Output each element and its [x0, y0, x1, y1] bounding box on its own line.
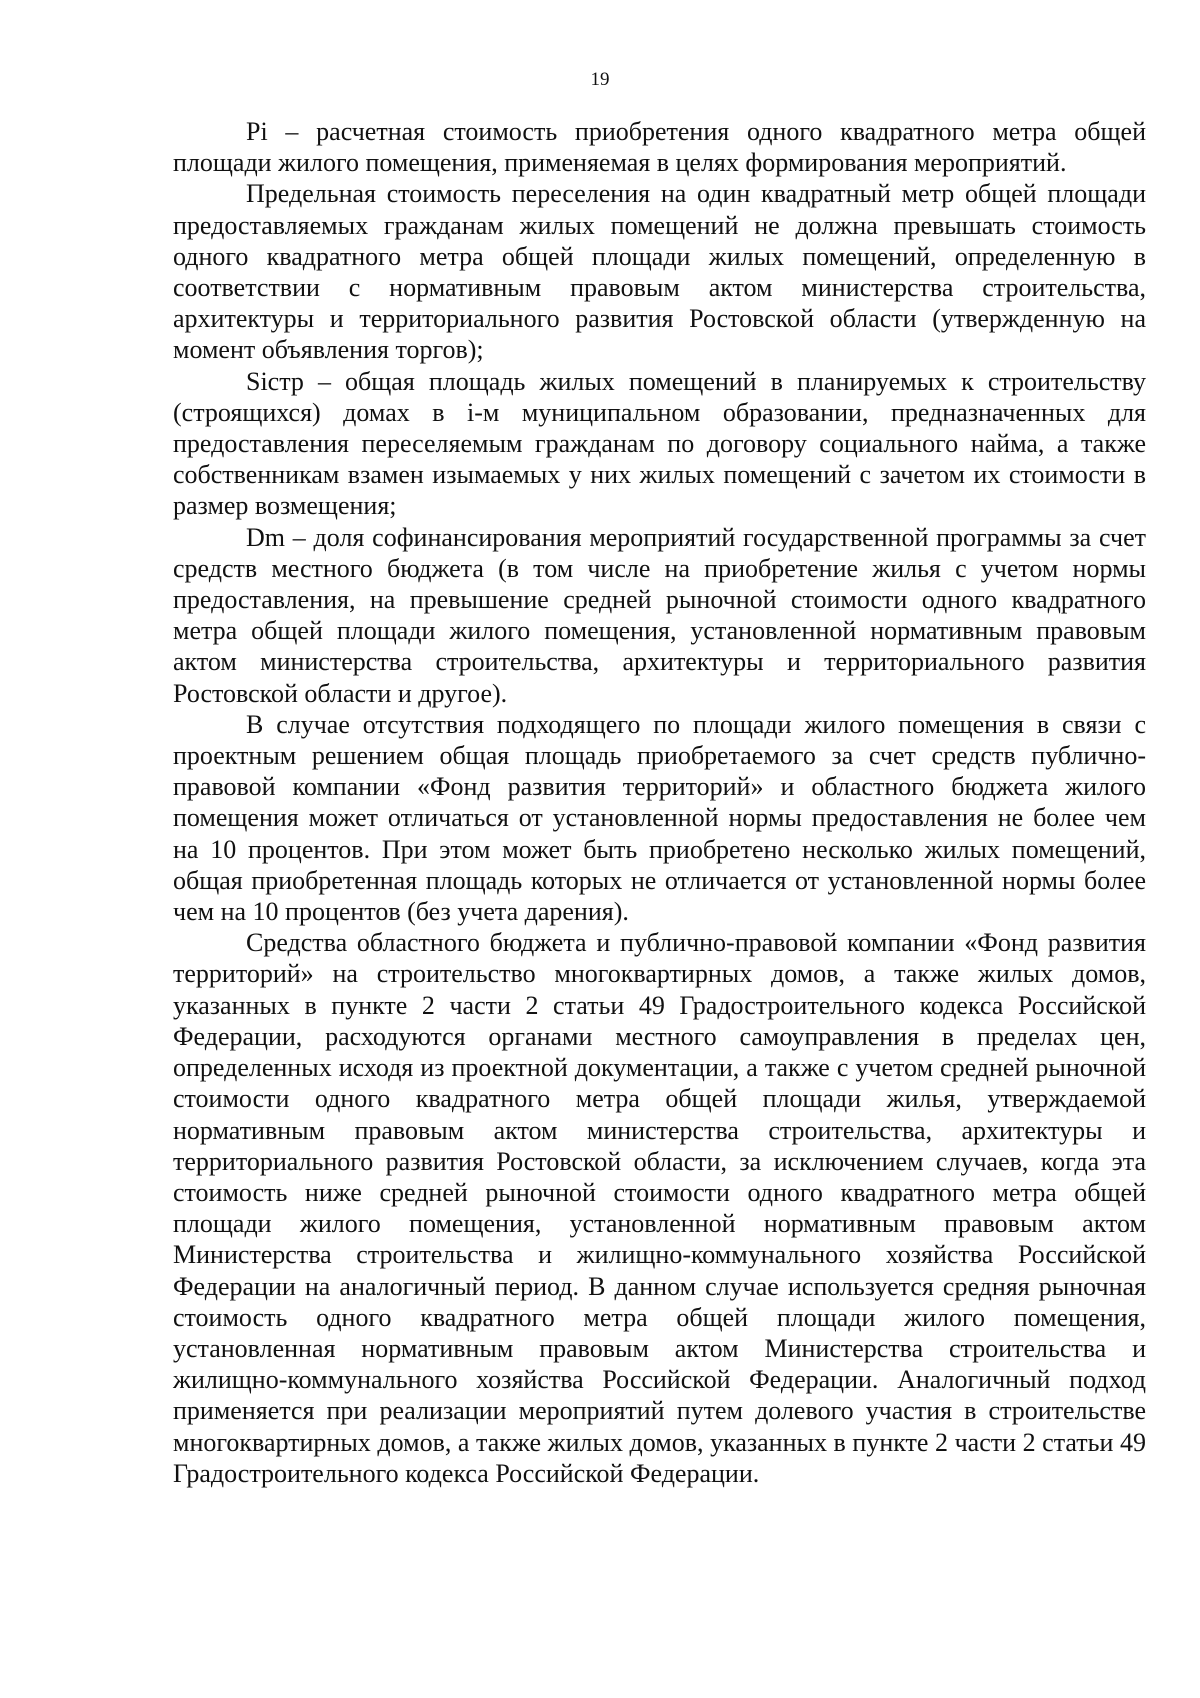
- page-number: 19: [590, 69, 610, 90]
- paragraph-pi-definition: Pi – расчетная стоимость приобретения одного квадратного метра общей площади жилого помещения, применяемая в целях формирования мероприятий.: [173, 117, 1146, 178]
- paragraph-dm-definition: Dm – доля софинансирования мероприятий государственной программы за счет средств местного бюджета (в том числе на приобретение жилья с учетом нормы предоставления, на превышение средней рыночной стоимости одного квадратного метра общей площади жилого помещения, установленной нормативным правовым актом министерства строительства, архитектуры и территориального развития Ростовской области и другое).: [173, 522, 1146, 708]
- document-body: [173, 116, 1146, 1489]
- paragraph-budget-funds: Средства областного бюджета и публично-правовой компании «Фонд развития территорий» на строительство многоквартирных домов, а также жилых домов, указанных в пункте 2 части 2 статьи 49 Градостроительного кодекса Российской Федерации, расходуются органами местного самоуправления в пределах цен, определенных исходя из проектной документации, а также с учетом средней рыночной стоимости одного квадратного метра общей площади жилья, утверждаемой нормативным правовым актом министерства строительства, архитектуры и территориального развития Ростовской области, за исключением случаев, когда эта стоимость ниже средней рыночной стоимости одного квадратного метра общей площади жилого помещения, установленной нормативным правовым актом Министерства строительства и жилищно-коммунального хозяйства Российской Федерации на аналогичный период. В данном случае используется средняя рыночная стоимость одного квадратного метра общей площади жилого помещения, установленная нормативным правовым актом Министерства строительства и жилищно-коммунального хозяйства Российской Федерации. Аналогичный подход применяется при реализации мероприятий путем долевого участия в строительстве многоквартирных домов, а также жилых домов, указанных в пункте 2 части 2 статьи 49 Градостроительного кодекса Российской Федерации.: [173, 928, 1146, 1488]
- paragraph-sictr-definition: Sicтр – общая площадь жилых помещений в планируемых к строительству (строящихся) домах в i-м муниципальном образовании, предназначенных для предоставления переселяемым гражданам по договору социального найма, а также собственникам взамен изымаемых у них жилых помещений с зачетом их стоимости в размер возмещения;: [173, 366, 1146, 521]
- paragraph-resettlement-cost-limit: Предельная стоимость переселения на один квадратный метр общей площади предоставляемых гражданам жилых помещений не должна превышать стоимость одного квадратного метра общей площади жилых помещений, определенную в соответствии с нормативным правовым актом министерства строительства, архитектуры и территориального развития Ростовской области (утвержденную на момент объявления торгов);: [173, 179, 1146, 365]
- paragraph-area-deviation: В случае отсутствия подходящего по площади жилого помещения в связи с проектным решением общая площадь приобретаемого за счет средств публично-правовой компании «Фонд развития территорий» и областного бюджета жилого помещения может отличаться от установленной нормы предоставления не более чем на 10 процентов. При этом может быть приобретено несколько жилых помещений, общая приобретенная площадь которых не отличается от установленной нормы более чем на 10 процентов (без учета дарения).: [173, 709, 1146, 927]
